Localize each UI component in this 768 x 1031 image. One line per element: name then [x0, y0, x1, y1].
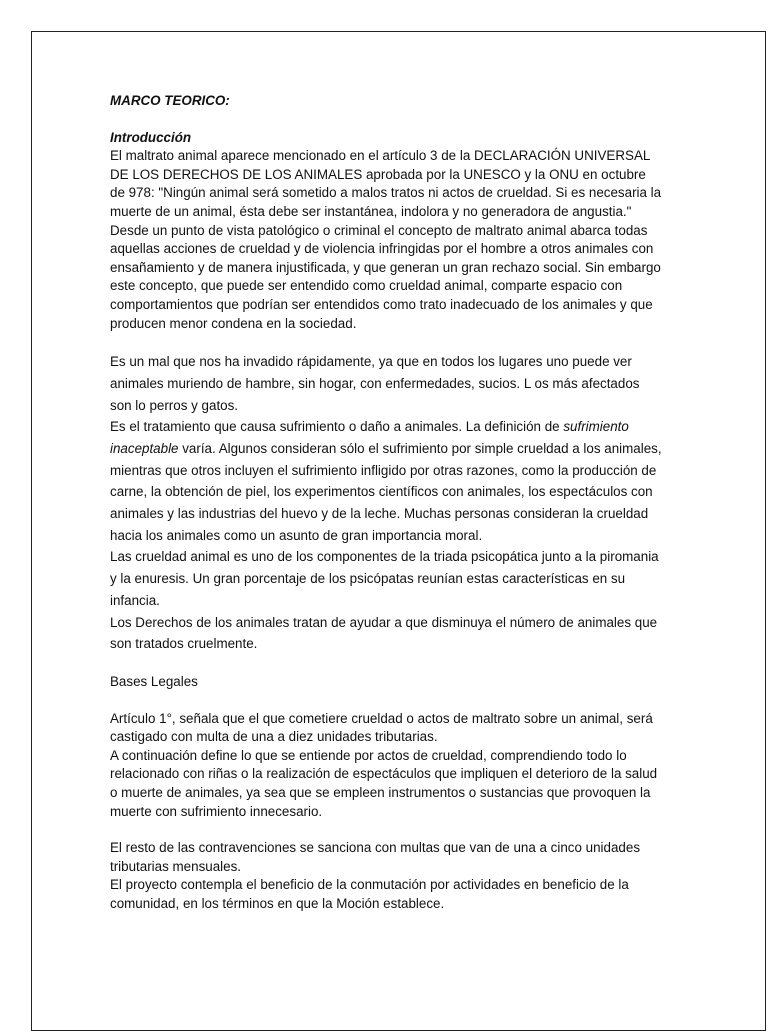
intro-paragraph-5: Los Derechos de los animales tratan de ayudar a que disminuya el número de animales que son tratados cruelmente. [110, 614, 658, 652]
intro-paragraph-4: Las crueldad animal es uno de los componentes de la triada psicopática junto a la piromania y la enuresis. Un gran porcentaje de los psicópatas reunían estas características en su infancia. [110, 549, 659, 608]
bases-paragraph-1: Artículo 1°, señala que el que cometiere crueldad o actos de maltrato sobre un animal, será castigado con multa de una a diez unidades tributarias. [110, 710, 653, 745]
intro-paragraph-1: El maltrato animal aparece mencionado en el artículo 3 de la DECLARACIÓN UNIVERSAL DE LOS DERECHOS DE LOS ANIMALES aprobada por la UNESCO y la ONU en octubre de 978: "Ningún animal será sometido a malos tratos ni actos de crueldad. Si es necesaria la muerte de un animal, ésta debe ser instantánea, indolora y no generadora de angustia." Desde un punto de vista patológico o criminal el concepto de maltrato animal abarca todas aquellas acciones de crueldad y de violencia infringidas por el hombre a otros animales con ensañamiento y de manera injustificada, y que generan un gran rechazo social. Sin embargo este concepto, que puede ser entendido como crueldad animal, comparte espacio con comportamientos que podrían ser entendidos como trato inadecuado de los animales y que producen menor condena en la sociedad. [110, 148, 662, 331]
document-page [31, 31, 766, 1031]
document-title: MARCO TEORICO: [110, 93, 230, 108]
intro-heading: Introducción [110, 129, 192, 145]
intro-p3-text-a: Es el tratamiento que causa sufrimiento o daño a animales. La definición de [110, 419, 564, 435]
document-body [110, 92, 662, 914]
intro-p3-italic: sufrimiento inaceptable [110, 419, 629, 456]
intro-paragraph-2: Es un mal que nos ha invadido rápidamente, ya que en todos los lugares uno puede ver animales muriendo de hambre, sin hogar, con enfermedades, sucios. L os más afectados son lo perros y gatos. [110, 354, 640, 413]
bases-heading: Bases Legales [110, 673, 198, 689]
intro-p3-text-b: varía. Algunos consideran sólo el sufrimiento por simple crueldad a los animales, mientras que otros incluyen el sufrimiento infligido por otras razones, como la producción de carne, la obtención de piel, los experimentos científicos con animales, los espectáculos con animales y las industrias del huevo y de la leche. Muchas personas consideran la crueldad hacia los animales como un asunto de gran importancia moral. [110, 440, 662, 543]
bases-paragraph-2: A continuación define lo que se entiende por actos de crueldad, comprendiendo todo lo relacionado con riñas o la realización de espectáculos que impliquen el deterioro de la salud o muerte de animales, ya sea que se empleen instrumentos o sustancias que provoquen la muerte con sufrimiento innecesario. [110, 747, 658, 819]
intro-continued [110, 351, 662, 655]
intro-paragraph-3 [110, 416, 662, 546]
bases-paragraph-3: El resto de las contravenciones se sanciona con multas que van de una a cinco unidades tributarias mensuales. [110, 840, 641, 874]
bases-paragraph-4: El proyecto contempla el beneficio de la conmutación por actividades en beneficio de la comunidad, en los términos en que la Moción establece. [110, 877, 629, 911]
